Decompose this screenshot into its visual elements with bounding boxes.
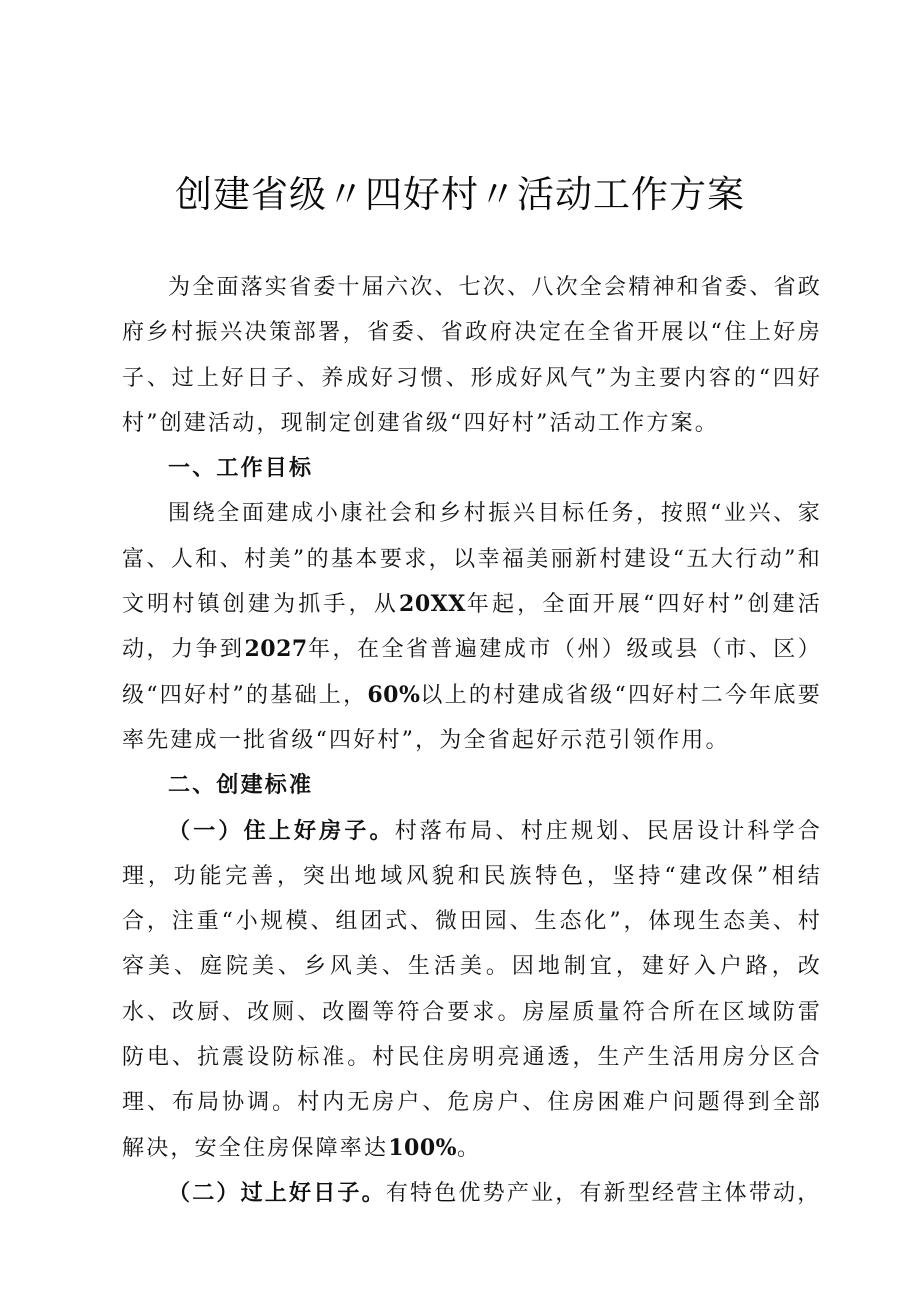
standard-item-housing [122, 809, 822, 1171]
standard-item-housing-lead: （一）住上好房子。 [168, 818, 395, 844]
work-goals-text-a: 围绕全面建成小康社会和乡村振兴目标任务，按照“业兴、家富、人和、村美”的基本要求，以幸福美丽新村建设“五大行动”和文明村镇创建为抓手，从 [122, 501, 822, 618]
work-goals-text-b: 年起，全面开展“四好村”创建活动，力争到 [122, 592, 823, 663]
standard-item-housing-text-a: 村落布局、村庄规划、民居设计科学合理，功能完善，突出地域风貌和民族特色，坚持“建改保”相结合，注重“小规模、组团式、微田园、生态化”，体现生态美、村容美、庭院美、乡风美、生活美。因地制宜，建好入户路，改水、改厨、改厕、改圈等符合要求。房屋质量符合所在区域防雷防电、抗震设防标准。村民住房明亮通透，生产生活用房分区合理、布局协调。村内无房户、危房户、住房困难户问题得到全部解决，安全住房保障率达 [122, 818, 822, 1161]
standard-item-livelihood [122, 1171, 822, 1216]
document-body [122, 265, 822, 1216]
intro-paragraph: 为全面落实省委十届六次、七次、八次全会精神和省委、省政府乡村振兴决策部署，省委、省政府决定在全省开展以“住上好房子、过上好日子、养成好习惯、形成好风气”为主要内容的“四好村”创建活动，现制定创建省级“四好村”活动工作方案。 [122, 275, 822, 436]
section-heading-work-goals: 一、工作目标 [168, 456, 314, 482]
work-goals-text-c: 年，在全省普遍建成市（州）级或县（市、区）级“四好村”的基础上， [122, 637, 822, 708]
start-year-value: 20XX [399, 591, 466, 618]
standard-item-housing-text-b: 。 [457, 1135, 482, 1161]
target-year-value: 2027 [244, 636, 308, 663]
work-goals-text-d: 以上的村建成省级“四好村二今年底要率先建成一批省级“四好村”，为全省起好示范引领作用。 [122, 682, 822, 753]
document-title: 创建省级〃四好村〃活动工作方案 [175, 173, 745, 216]
percent-value: 60% [367, 681, 421, 708]
housing-rate-value: 100% [388, 1134, 458, 1161]
work-goals-paragraph [122, 491, 822, 763]
standard-item-livelihood-lead: （二）过上好日子。 [168, 1180, 386, 1206]
section-heading-standards: 二、创建标准 [168, 773, 314, 799]
standard-item-livelihood-text-a: 有特色优势产业，有新型经营主体带动， [385, 1180, 822, 1206]
